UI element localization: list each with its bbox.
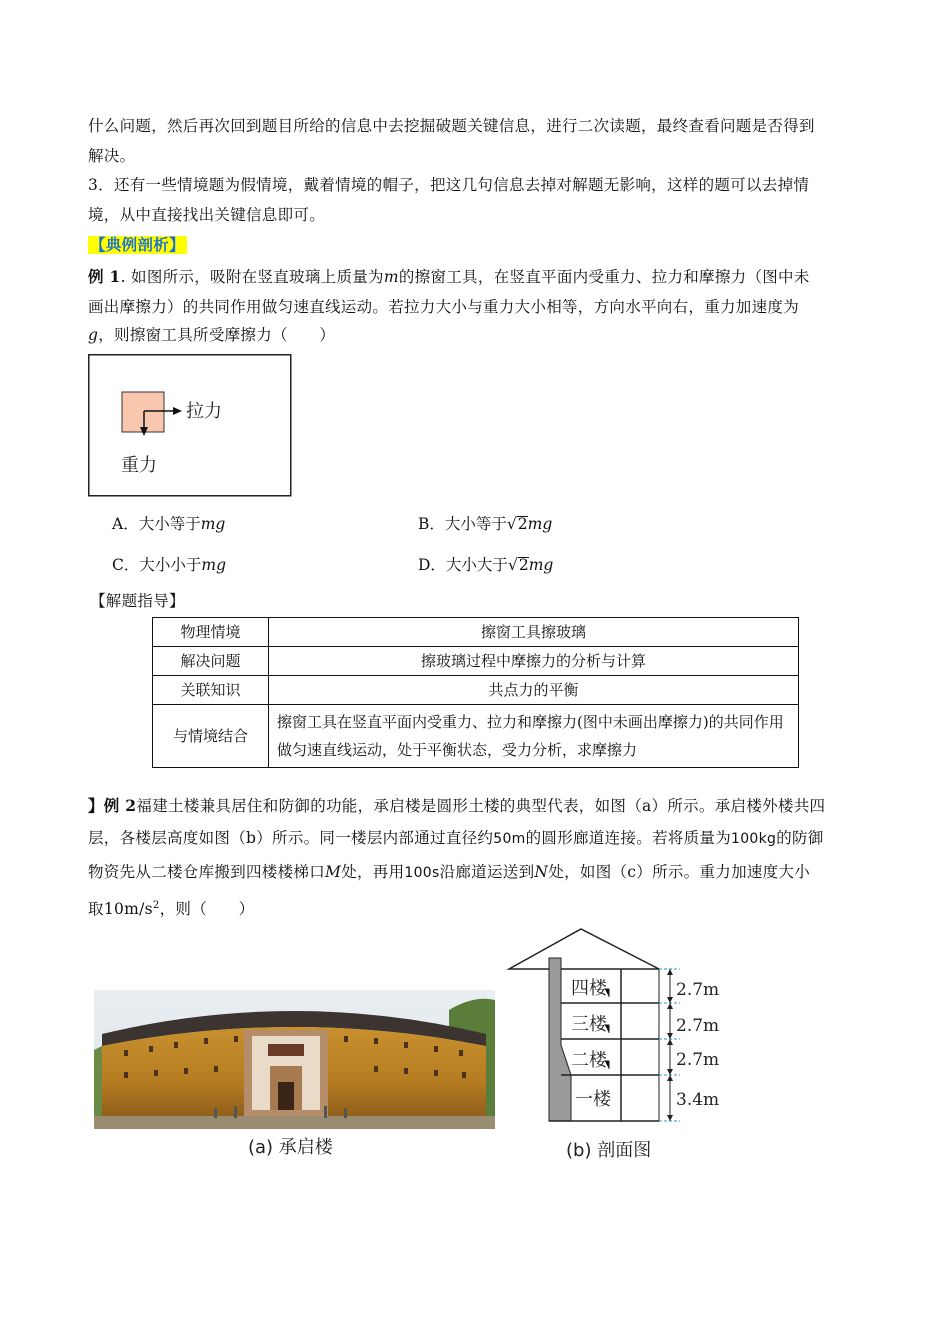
height-label: 2.7m <box>676 980 720 1000</box>
intro-line-3: 3．还有一些情境题为假情境，戴着情境的帽子，把这几句信息去掉对解题无影响，这样的题可以去掉情 <box>88 176 810 194</box>
floor-label: 四楼 <box>571 978 607 999</box>
table-row <box>153 647 799 676</box>
table-cell-key: 解决问题 <box>153 647 269 676</box>
table-cell-value: 擦玻璃过程中摩擦力的分析与计算 <box>269 647 799 676</box>
height-label: 2.7m <box>676 1050 720 1070</box>
ex1-line-1 <box>88 262 863 292</box>
floor-label: 三楼 <box>571 1014 607 1035</box>
ex1-line-2: 画出摩擦力）的共同作用做匀速直线运动。若拉力大小与重力大小相等，方向水平向右，重力加速度为 <box>88 298 800 316</box>
ex2-line-2: 层，各楼层高度如图（b）所示。同一楼层内部通过直径约50m的圆形廊道连接。若将质量为100kg的防御 <box>88 829 824 847</box>
table-cell-key: 物理情境 <box>153 618 269 647</box>
option-b[interactable]: B．大小等于√2mg <box>418 515 553 533</box>
guide-table <box>152 617 799 768</box>
roof <box>509 929 659 969</box>
height-label: 2.7m <box>676 1016 720 1036</box>
floor-label: 一楼 <box>575 1089 611 1110</box>
ex1-text-b: 的擦窗工具，在竖直平面内受重力、拉力和摩擦力（图中未 <box>398 268 810 286</box>
ex1-mass-symbol: m <box>383 268 399 286</box>
ex2-line-3: 物资先从二楼仓库搬到四楼楼梯口M处，再用100s沿廊道运送到N处，如图（c）所示。重力加速度大小 <box>88 863 811 881</box>
ex2-label: 】例 2 <box>88 796 137 815</box>
pull-label: 拉力 <box>186 401 222 422</box>
option-a[interactable]: A．大小等于mg <box>112 515 226 533</box>
table-cell-value: 擦窗工具在竖直平面内受重力、拉力和摩擦力(图中未画出摩擦力)的共同作用做匀速直线运动，处于平衡状态，受力分析，求摩擦力 <box>269 705 799 768</box>
section-title: 【典例剖析】 <box>90 236 185 254</box>
ex2-line-4: 取$10m/s^2$，则（ ） <box>88 900 255 919</box>
intro-line-4: 境，从中直接找出关键信息即可。 <box>88 206 326 224</box>
caption-a: (a) 承启楼 <box>248 1137 333 1158</box>
height-label: 3.4m <box>676 1090 720 1110</box>
guide-title: 【解题指导】 <box>90 592 185 610</box>
force-diagram <box>88 354 292 497</box>
caption-b: (b) 剖面图 <box>566 1140 652 1161</box>
ex1-line-3-text: ，则擦窗工具所受摩擦力（ ） <box>98 326 336 344</box>
gravity-label: 重力 <box>121 455 157 476</box>
table-row <box>153 705 799 768</box>
option-c[interactable]: C．大小小于mg <box>112 556 226 574</box>
intro-line-2: 解决。 <box>88 147 136 165</box>
ex1-line-3 <box>88 320 863 350</box>
floor-label: 二楼 <box>571 1050 607 1071</box>
table-row <box>153 618 799 647</box>
section-diagram <box>505 925 740 1125</box>
diagram-frame <box>89 355 291 496</box>
table-cell-key: 关联知识 <box>153 676 269 705</box>
section-title-wrap <box>88 230 863 260</box>
ex1-text-a: . 如图所示，吸附在竖直玻璃上质量为 <box>120 268 384 286</box>
ex1-label: 例 1 <box>88 267 121 286</box>
ex1-g-symbol: g <box>88 326 99 344</box>
ex2-line-1: 】例 2福建土楼兼具居住和防御的功能，承启楼是圆形土楼的典型代表，如图（a）所示。承启楼外楼共四 <box>88 796 826 815</box>
table-cell-key: 与情境结合 <box>153 705 269 768</box>
option-d[interactable]: D．大小大于√2mg <box>418 556 554 574</box>
intro-line-1: 什么问题，然后再次回到题目所给的信息中去挖掘破题关键信息，进行二次读题，最终查看问题是否得到 <box>88 117 815 135</box>
tulou-photo <box>94 990 495 1129</box>
table-row <box>153 676 799 705</box>
table-cell-value: 擦窗工具擦玻璃 <box>269 618 799 647</box>
window-cleaner-block <box>122 392 164 432</box>
table-cell-value: 共点力的平衡 <box>269 676 799 705</box>
